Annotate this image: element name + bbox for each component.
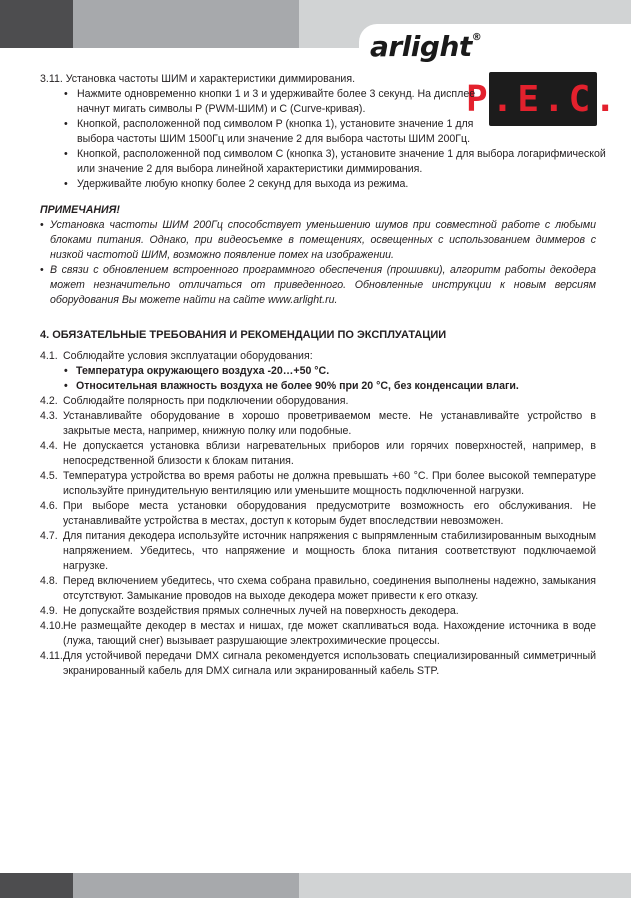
notes-title: ПРИМЕЧАНИЯ! bbox=[40, 204, 120, 216]
item-number: 4.9. bbox=[40, 605, 58, 617]
item-number: 4.8. bbox=[40, 575, 58, 587]
list-item: • Кнопкой, расположенной под символом C (кнопка 3), установите значение 1 для выбора логарифмической или значение 2 для выбора линейной характеристики диммирования. bbox=[64, 147, 607, 177]
item-number: 4.5. bbox=[40, 470, 58, 482]
requirement-item bbox=[40, 499, 596, 529]
section-heading: 3.11. Установка частоты ШИМ и характеристики диммирования. bbox=[40, 73, 356, 85]
requirement-item bbox=[40, 649, 596, 679]
item-number: 4.1. bbox=[40, 350, 58, 362]
section-3-11 bbox=[40, 72, 621, 192]
item-text: Температура устройства во время работы не должна превышать +60 °C. При более высокой температуре используйте принудительную вентиляцию или уменьшите мощность подключенной нагрузки. bbox=[63, 470, 596, 497]
note-item: • В связи с обновлением встроенного программного обеспечения (прошивки), алгоритм работы декодера может незначительно отличаться от приведенного. Обновленные инструкции к новым версиям оборудования Вы можете найти на сайте www.arlight.ru. bbox=[40, 263, 596, 308]
page-content bbox=[40, 72, 621, 679]
requirement-item bbox=[40, 409, 596, 439]
item-number: 4.4. bbox=[40, 440, 58, 452]
section-4 bbox=[40, 328, 596, 679]
requirement-item bbox=[40, 604, 596, 619]
requirement-item bbox=[40, 439, 596, 469]
notes-block bbox=[40, 203, 596, 308]
requirement-item bbox=[40, 349, 596, 364]
sub-item: • Температура окружающего воздуха -20…+50 °C. bbox=[40, 364, 596, 379]
item-number: 4.2. bbox=[40, 395, 58, 407]
footer-band-mid bbox=[73, 873, 299, 898]
item-text: При выборе места установки оборудования предусмотрите возможность его обслуживания. Не устанавливайте устройства в местах, доступ к которым будет впоследствии невозможен. bbox=[63, 500, 596, 527]
item-text: Для питания декодера используйте источник напряжения с выпрямленным стабилизированным выходным напряжением. Убедитесь, что напряжение и мощность блока питания соответствуют подключаемой нагрузке. bbox=[63, 530, 596, 572]
brand-logo: arlight® bbox=[370, 30, 482, 63]
item-number: 4.6. bbox=[40, 500, 58, 512]
section-title: 4. ОБЯЗАТЕЛЬНЫЕ ТРЕБОВАНИЯ И РЕКОМЕНДАЦИИ ПО ЭКСПЛУАТАЦИИ bbox=[40, 329, 447, 341]
item-text: Устанавливайте оборудование в хорошо проветриваемом месте. Не устанавливайте устройство в закрытые места, например, книжную полку или подобные. bbox=[63, 410, 596, 437]
list-item: • Нажмите одновременно кнопки 1 и 3 и удерживайте более 3 секунд. На дисплее начнут мигать символы P (PWM-ШИМ) и C (Curve-кривая). bbox=[64, 87, 494, 117]
list-item: • Удерживайте любую кнопку более 2 секунд для выхода из режима. bbox=[64, 177, 494, 192]
item-number: 4.3. bbox=[40, 410, 58, 422]
note-item: • Установка частоты ШИМ 200Гц способствует уменьшению шумов при совместной работе с любыми блоками питания. Однако, при видеосъемке в помещениях, освещенных с использованием диммеров с низкой частотой ШИМ, возможно появление помех на изображении. bbox=[40, 218, 596, 263]
item-number: 4.10. bbox=[40, 620, 64, 632]
item-number: 4.11. bbox=[40, 650, 63, 662]
list-item: • Кнопкой, расположенной под символом P (кнопка 1), установите значение 1 для выбора частоты ШИМ 1500Гц или значение 2 для выбора частоты ШИМ 200Гц. bbox=[64, 117, 494, 147]
sub-item: • Относительная влажность воздуха не более 90% при 20 °C, без конденсации влаги. bbox=[40, 379, 596, 394]
requirement-item bbox=[40, 469, 596, 499]
led-display bbox=[465, 72, 621, 126]
item-text: Перед включением убедитесь, что схема собрана правильно, соединения выполнены надежно, замыкания отсутствуют. Замыкание проводов на выходе декодера может привести к его отказу. bbox=[63, 575, 596, 602]
footer-band-dark bbox=[0, 873, 73, 898]
item-text: Соблюдайте полярность при подключении оборудования. bbox=[63, 395, 349, 407]
item-text: Соблюдайте условия эксплуатации оборудования: bbox=[63, 350, 313, 362]
requirement-item bbox=[40, 529, 596, 574]
item-text: Не размещайте декодер в местах и нишах, где может скапливаться вода. Нахождение источника в воде (лужа, тающий снег) вызывает разрушающие электрохимические процессы. bbox=[63, 620, 596, 647]
item-number: 4.7. bbox=[40, 530, 58, 542]
requirement-item bbox=[40, 394, 596, 409]
requirement-item bbox=[40, 574, 596, 604]
requirement-item bbox=[40, 619, 596, 649]
display-readout: P.E.C. bbox=[465, 78, 621, 120]
item-text: Не допускайте воздействия прямых солнечных лучей на поверхность декодера. bbox=[63, 605, 459, 617]
item-text: Для устойчивой передачи DMX сигнала рекомендуется использовать специализированный симметричный экранированный кабель для DMX сигнала или экранированный кабель STP. bbox=[63, 650, 596, 677]
item-text: Не допускается установка вблизи нагревательных приборов или горячих поверхностей, например, в непосредственной близости к блокам питания. bbox=[63, 440, 596, 467]
header-band-mid bbox=[73, 0, 299, 48]
footer-band-light bbox=[299, 873, 631, 898]
header-band-dark bbox=[0, 0, 73, 48]
